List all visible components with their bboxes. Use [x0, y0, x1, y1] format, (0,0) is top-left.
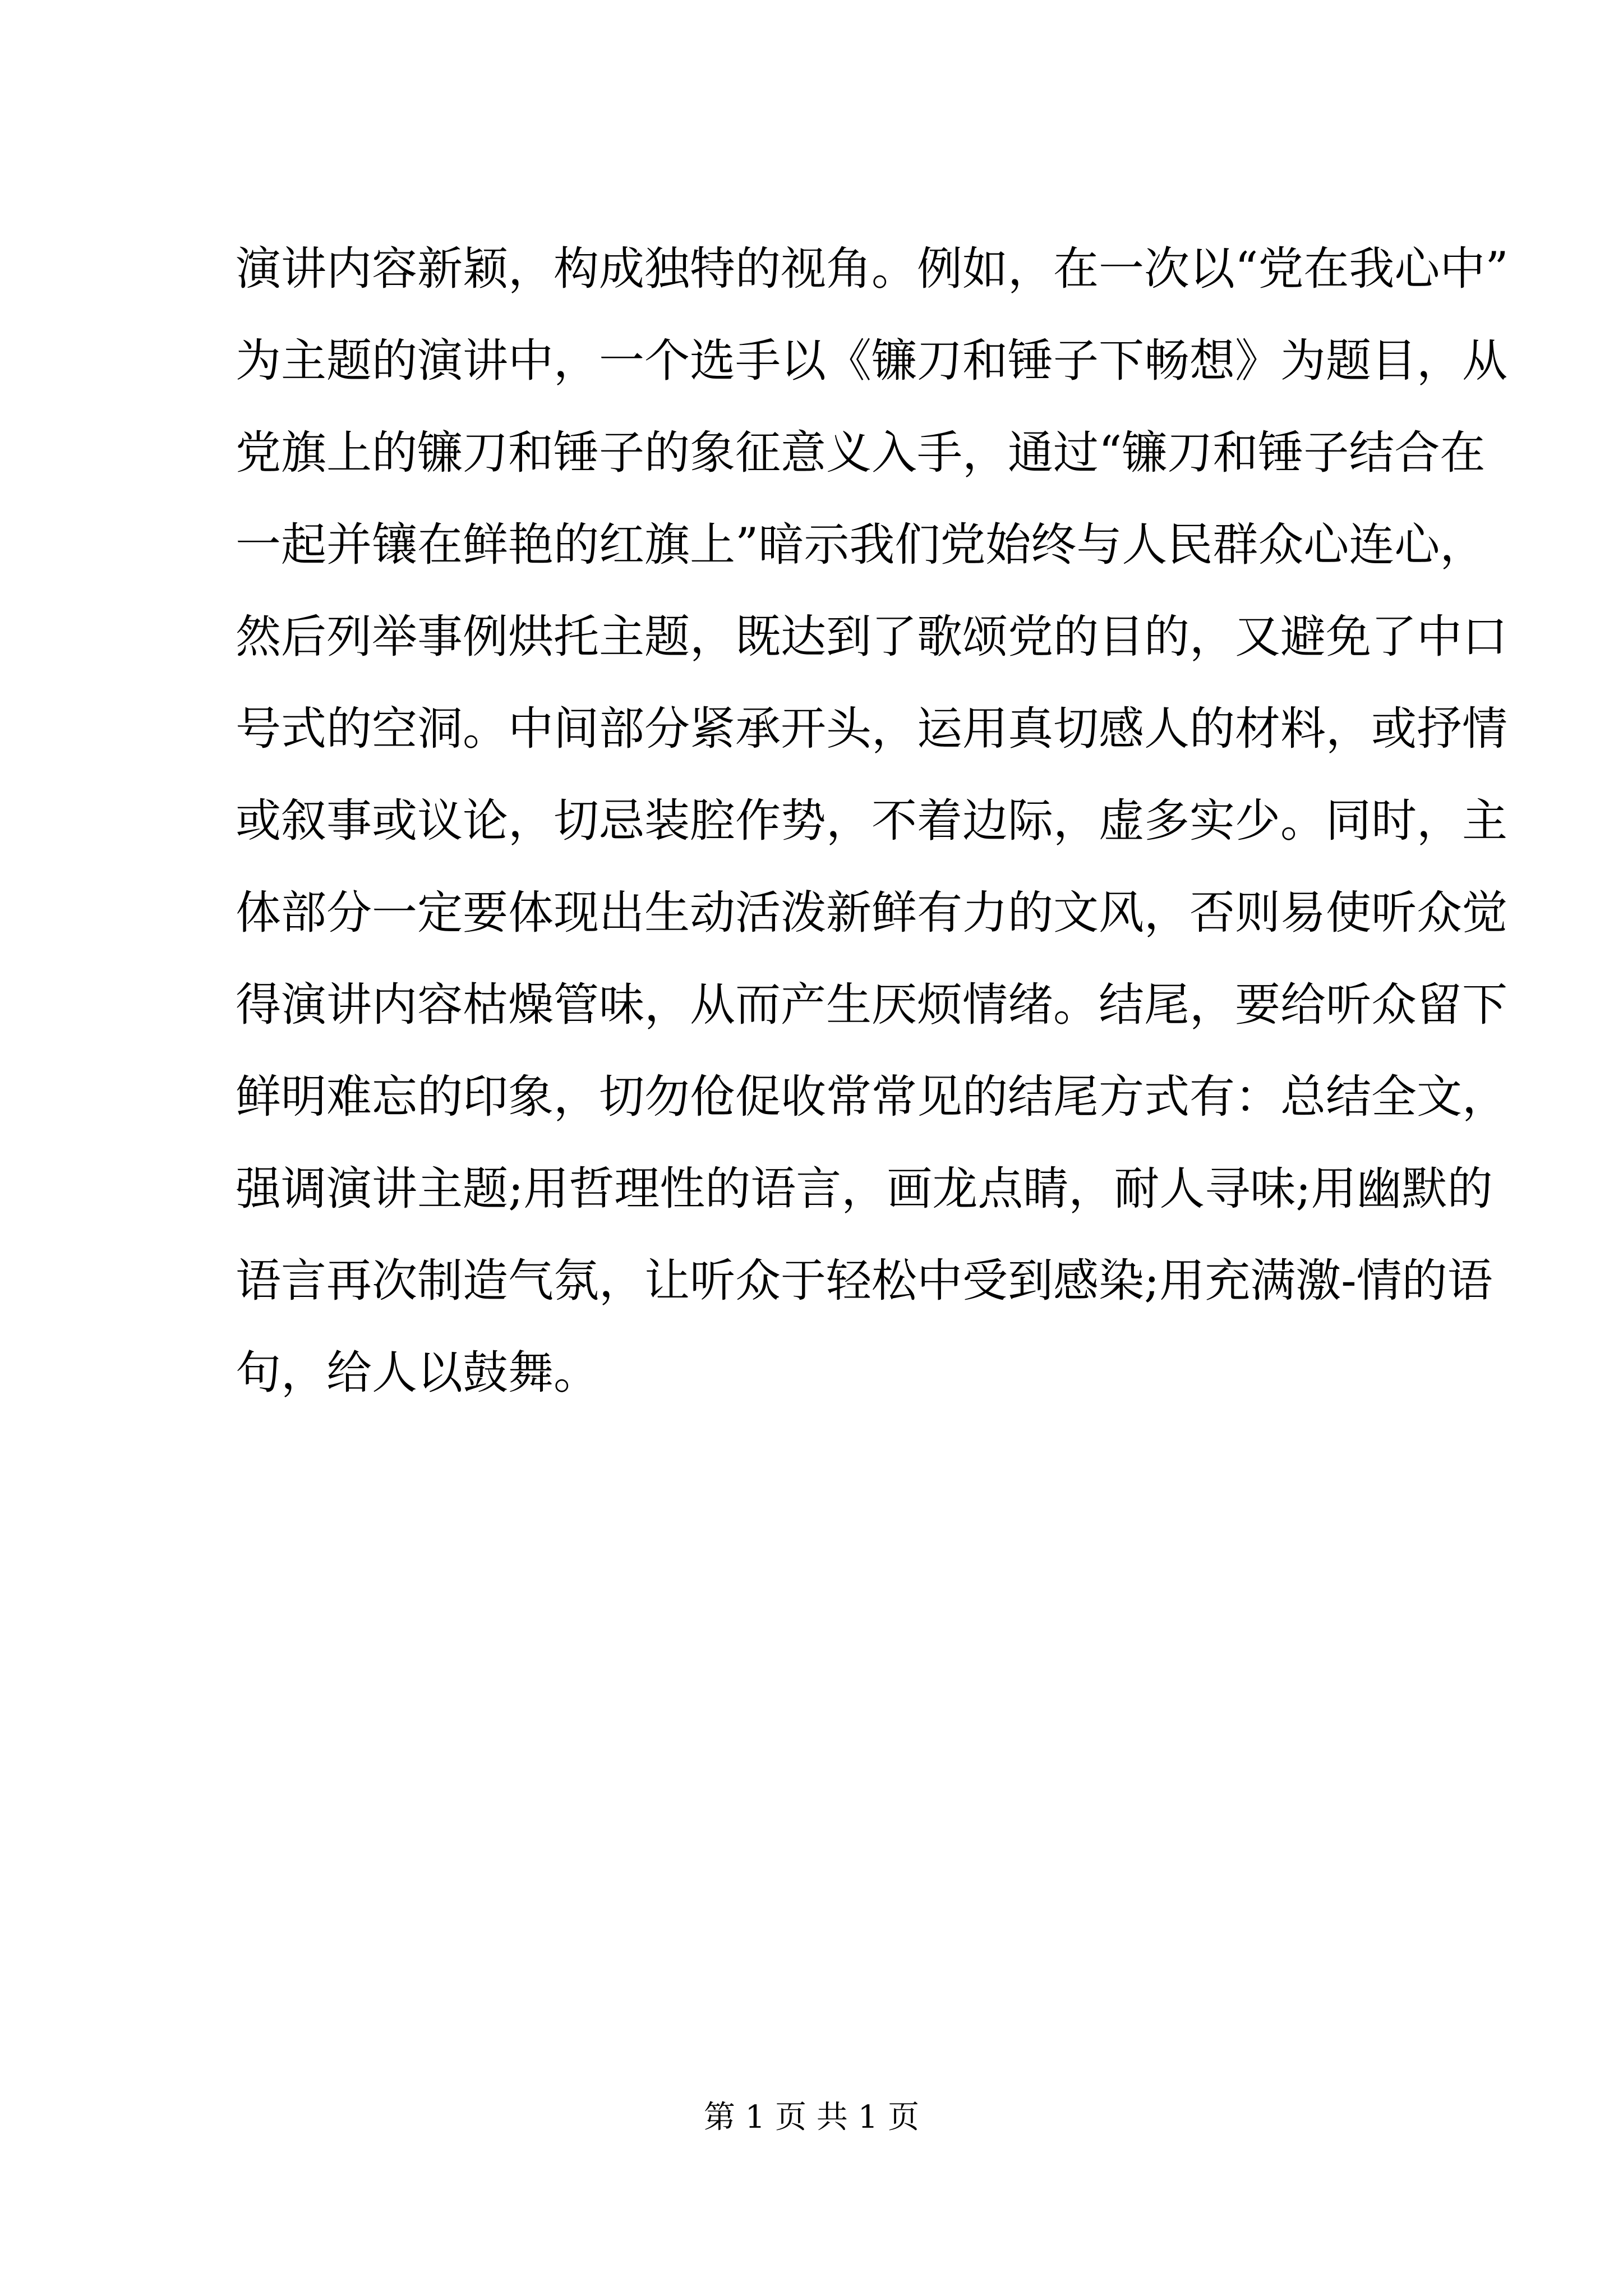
text-line: 得演讲内容枯燥管味，从而产生厌烦情绪。结尾，要给听众留下 — [236, 979, 1508, 1032]
text-line: 鲜明难忘的印象，切勿伧促收常常见的结尾方式有：总结全文， — [236, 1071, 1508, 1124]
body-paragraph — [236, 223, 1509, 1419]
text-line: 强调演讲主题;用哲理性的语言，画龙点睛，耐人寻味;用幽默的 — [236, 1163, 1493, 1216]
text-line: 号式的空洞。中间部分紧承开头，运用真切感人的材料，或抒情 — [236, 703, 1508, 756]
text-line: 一起并镶在鲜艳的红旗上”暗示我们党始终与人民群众心连心， — [236, 519, 1486, 572]
page-footer: 第 1 页 共 1 页 — [703, 2099, 920, 2136]
text-line: 体部分一定要体现出生动活泼新鲜有力的文风，否则易使听众觉 — [236, 887, 1508, 940]
text-line: 语言再次制造气氛，让听众于轻松中受到感染;用充满激-情的语 — [236, 1255, 1493, 1308]
text-line: 然后列举事例烘托主题，既达到了歌颂党的目的，又避免了中口 — [236, 611, 1508, 664]
text-line: 为主题的演讲中，一个选手以《镰刀和锤子下畅想》为题目，从 — [236, 335, 1508, 388]
text-line: 党旗上的镰刀和锤子的象征意义入手，通过“镰刀和锤子结合在 — [236, 427, 1486, 480]
text-line: 句，给人以鼓舞。 — [236, 1347, 600, 1400]
text-line: 演讲内容新颖，构成独特的视角。例如，在一次以“党在我心中” — [236, 243, 1509, 296]
text-line: 或叙事或议论，切忌装腔作势，不着边际，虚多实少。同时，主 — [236, 795, 1508, 848]
